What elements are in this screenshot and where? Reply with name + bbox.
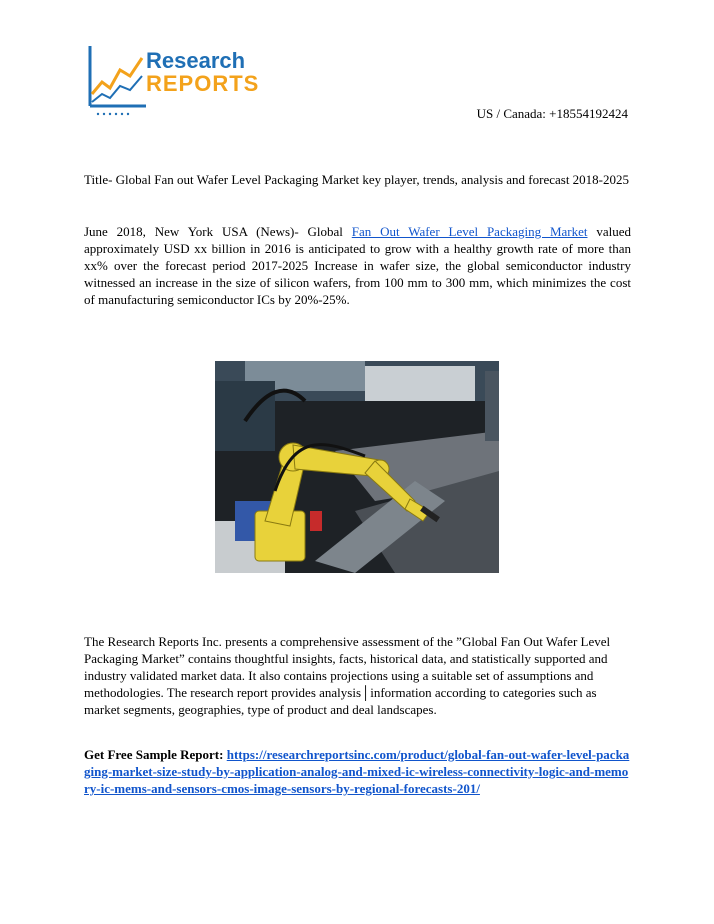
document-title: Title- Global Fan out Wafer Level Packaging Market key player, trends, analysis and forecast 2018-2025: [84, 172, 630, 187]
report-description-paragraph: The Research Reports Inc. presents a comprehensive assessment of the ”Global Fan Out Wafer Level Packaging Market” contains thoughtful insights, facts, historical data, and statistically supported and industry validated market data. It also contains projections using a suitable set of assumptions and methodologies. The research report provides analysis│information according to categories such as market segments, geographies, type of product and deal landscapes.: [84, 634, 611, 717]
sample-report-label: Get Free Sample Report:: [84, 747, 227, 762]
chart-logo-icon: [84, 44, 148, 116]
intro-paragraph: [84, 223, 631, 308]
logo-wordmark: [146, 50, 259, 95]
intro-lead: June 2018, New York USA (News)- Global: [84, 224, 352, 239]
sample-report-link[interactable]: https://researchreportsinc.com/product/global-fan-out-wafer-level-packaging-market-size-study-by-application-analog-and-mixed-ic-wireless-connectivity-logic-and-memory-ic-mems-and-sensors-cmos-image-sensors-by-regional-forecasts-201/: [84, 747, 630, 796]
robot-arm-photo: [215, 361, 499, 573]
company-logo: [84, 44, 264, 116]
logo-line-reports: REPORTS: [146, 71, 260, 96]
intro-rest: valued approximately USD xx billion in 2016 is anticipated to grow with a healthy growth rate of more than xx% over the forecast period 2017-2025 Increase in wafer size, the global semiconductor industry witnessed an increase in the size of silicon wafers, from 100 mm to 300 mm, which minimizes the cost of manufacturing semiconductor ICs by 20%-25%.: [84, 224, 632, 307]
market-link[interactable]: Fan Out Wafer Level Packaging Market: [351, 224, 588, 239]
logo-line-research: Research: [146, 48, 246, 73]
sample-report-section: [84, 746, 631, 797]
contact-phone: US / Canada: +18554192424: [476, 106, 628, 121]
